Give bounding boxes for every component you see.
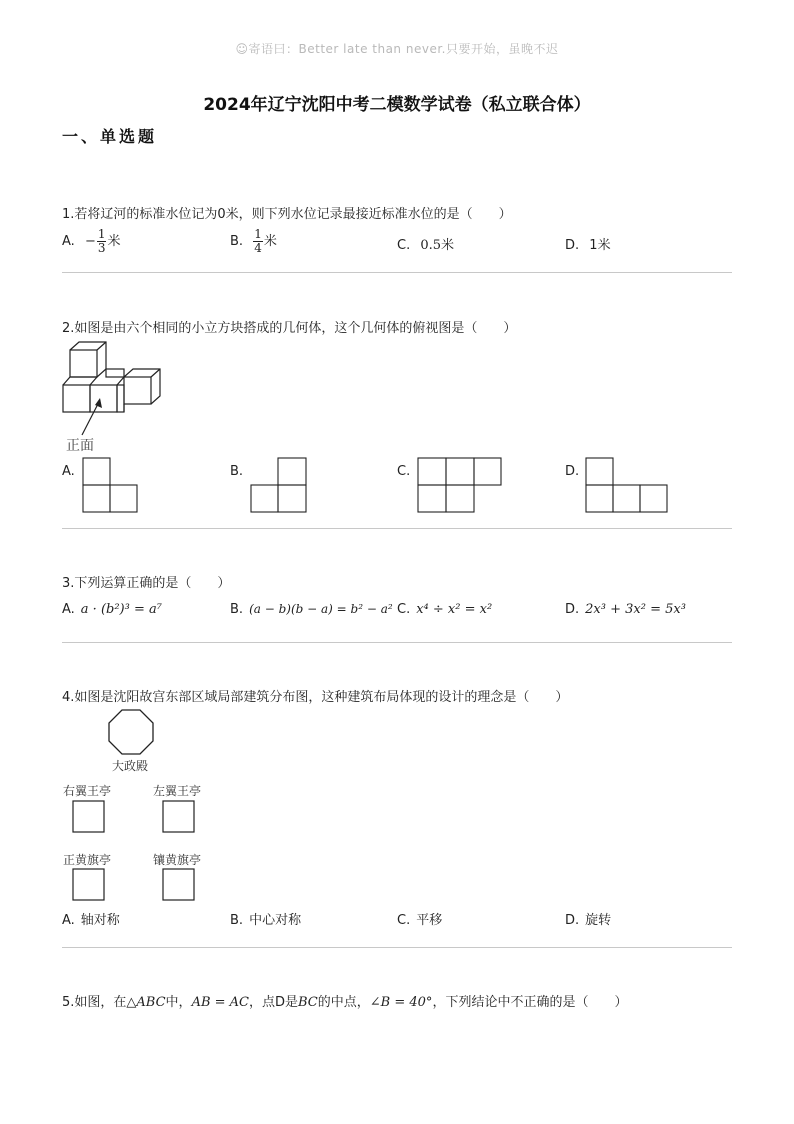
- option-text: 平移: [416, 913, 443, 928]
- segment-bc: BC: [298, 995, 318, 1010]
- option-label: A.: [62, 602, 75, 617]
- q1-option-b[interactable]: [230, 228, 277, 255]
- option-label: B.: [230, 602, 244, 617]
- page-title: 2024年辽宁沈阳中考二模数学试卷（私立联合体）: [203, 95, 591, 115]
- option-value: 1米: [589, 238, 611, 253]
- palace-layout-figure: [60, 706, 220, 906]
- pavilion-label: 正黄旗亭: [63, 853, 112, 867]
- option-label: B.: [230, 234, 244, 249]
- option-expression: x⁴ ÷ x² = x²: [416, 602, 493, 617]
- option-expression: a · (b²)³ = a⁷: [80, 602, 162, 617]
- option-label: A.: [62, 913, 75, 928]
- q1-option-a[interactable]: [62, 228, 121, 255]
- option-label: B.: [230, 913, 244, 928]
- angle-b: ∠B = 40°: [369, 995, 433, 1010]
- option-expression: (a − b)(b − a) = b² − a²: [249, 602, 393, 616]
- fraction: $\frac{1}{3}$: [97, 227, 106, 255]
- option-value: 0.5: [420, 238, 442, 253]
- triangle-abc: △ABC: [126, 995, 166, 1010]
- option-label: A.: [62, 234, 75, 249]
- option-label: C.: [397, 602, 411, 617]
- figure-label-front: 正面: [66, 438, 94, 454]
- unit: 米: [441, 238, 455, 253]
- fraction: $\frac{1}{4}$: [254, 227, 262, 255]
- option-label: D.: [565, 602, 580, 617]
- question-1-stem: 1.若将辽河的标准水位记为0米，则下列水位记录最接近标准水位的是（ ）: [62, 207, 512, 222]
- option-label: C.: [397, 238, 411, 253]
- q2-option-b-label[interactable]: B.: [230, 464, 244, 479]
- pavilion-label: 镶黄旗亭: [153, 853, 202, 867]
- pavilion-square: [163, 801, 194, 832]
- q4-option-a[interactable]: [62, 909, 120, 928]
- q4-option-d[interactable]: [565, 909, 611, 928]
- q3-option-a[interactable]: [62, 602, 162, 617]
- cube-figure: [60, 340, 170, 455]
- option-text: 中心对称: [249, 913, 302, 928]
- pavilion-square: [73, 869, 104, 900]
- q2-option-b-figure[interactable]: [250, 457, 310, 513]
- minus-sign: −: [84, 234, 96, 249]
- equation-ab-ac: AB = AC: [191, 995, 249, 1010]
- option-expression: 2x³ + 3x² = 5x³: [585, 602, 686, 617]
- q4-option-b[interactable]: [230, 909, 301, 928]
- q2-option-c-figure[interactable]: [417, 457, 503, 513]
- unit: 米: [107, 234, 121, 249]
- q2-option-d-label[interactable]: D.: [565, 464, 580, 479]
- pavilion-square: [163, 869, 194, 900]
- divider: [62, 642, 732, 643]
- option-text: 旋转: [585, 913, 612, 928]
- q2-option-d-figure[interactable]: [585, 457, 669, 513]
- divider: [62, 528, 732, 529]
- option-label: D.: [565, 238, 580, 253]
- option-text: 轴对称: [80, 913, 120, 928]
- question-2-stem: 2.如图是由六个相同的小立方块搭成的几何体，这个几何体的俯视图是（ ）: [62, 321, 517, 336]
- q2-option-a-label[interactable]: A.: [62, 464, 75, 479]
- watermark: ☺寄语曰：Better late than never.只要开始，虽晚不迟: [235, 42, 559, 56]
- q2-option-c-label[interactable]: C.: [397, 464, 411, 479]
- section-heading: 一、单选题: [62, 127, 158, 146]
- q4-option-c[interactable]: [397, 909, 442, 928]
- q2-option-a-figure[interactable]: [82, 457, 140, 513]
- pavilion-label: 左翼王亭: [153, 784, 202, 798]
- option-label: C.: [397, 913, 411, 928]
- q1-option-c[interactable]: [397, 234, 454, 253]
- octagon-hall-icon: [109, 710, 153, 754]
- divider: [62, 272, 732, 273]
- q3-option-b[interactable]: [230, 602, 393, 617]
- unit: 米: [263, 234, 277, 249]
- option-label: D.: [565, 913, 580, 928]
- question-5-stem: 5.如图，在△ABC中，AB = AC，点D是BC的中点，∠B = 40°，下列结论中不正确的是（ ）: [62, 995, 628, 1010]
- q3-option-d[interactable]: [565, 602, 686, 617]
- q3-option-c[interactable]: [397, 602, 492, 617]
- divider: [62, 947, 732, 948]
- question-4-stem: 4.如图是沈阳故宫东部区域局部建筑分布图，这种建筑布局体现的设计的理念是（ ）: [62, 690, 569, 705]
- question-3-stem: 3.下列运算正确的是（ ）: [62, 576, 231, 591]
- q1-option-d[interactable]: [565, 234, 611, 253]
- main-hall-label: 大政殿: [112, 759, 149, 773]
- pavilion-square: [73, 801, 104, 832]
- pavilion-label: 右翼王亭: [63, 784, 112, 798]
